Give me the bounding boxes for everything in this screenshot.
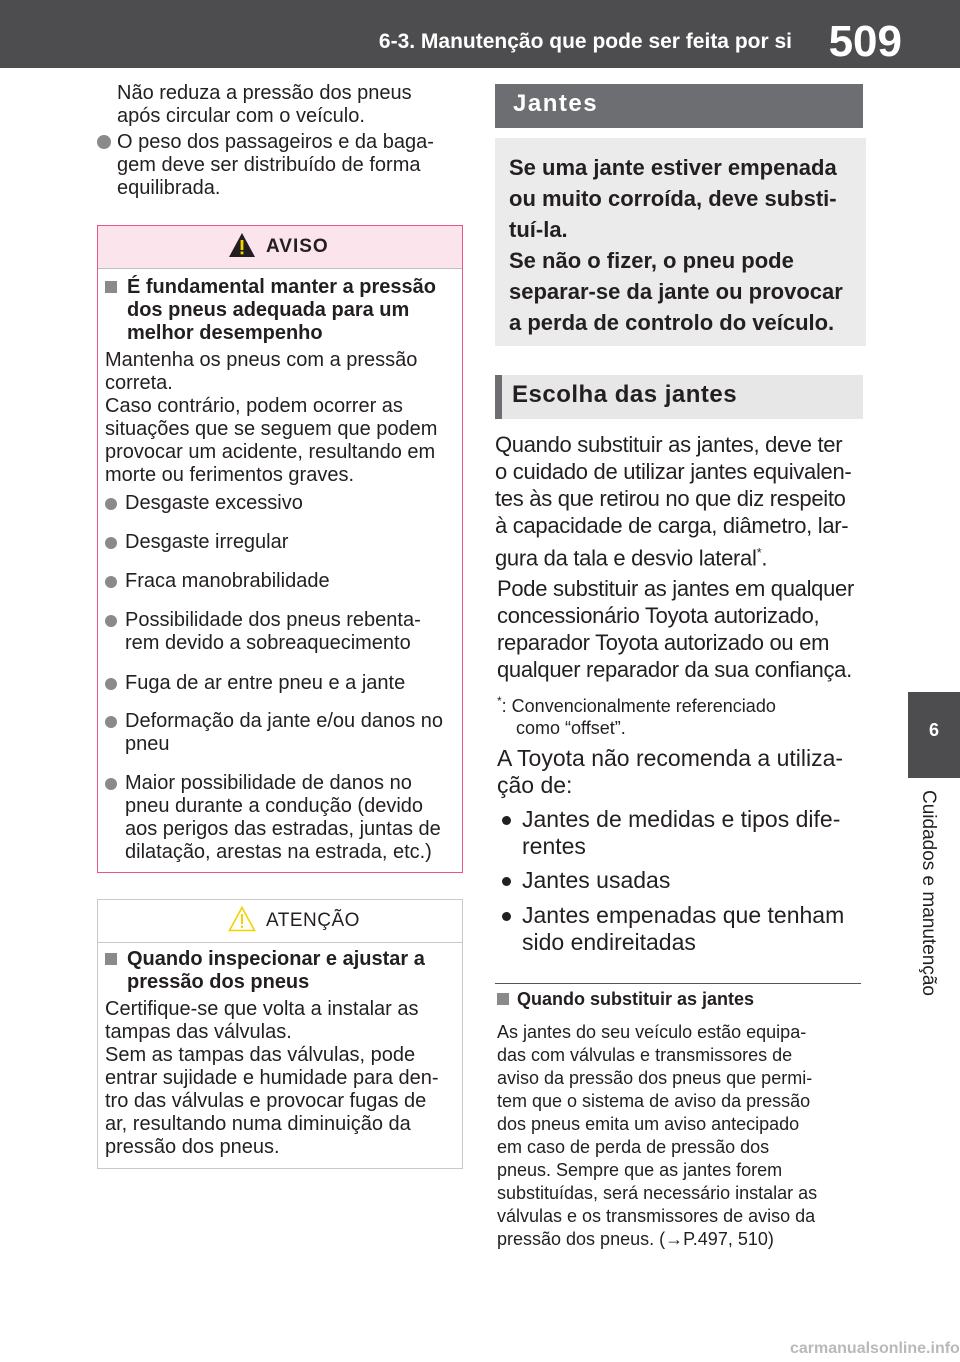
chapter-label: Cuidados e manutenção xyxy=(918,790,939,996)
warning-title: AVISO xyxy=(266,236,329,257)
list-item: Desgaste excessivo xyxy=(105,492,454,515)
info-paragraph: As jantes do seu veículo estão equipa- das com válvulas e transmissores de aviso da pressão dos pneus que permi- tem que o sistema de aviso da pressão dos pneus emita um aviso antecipado em caso de perda de pressão dos pneus. Sempre que as jantes forem substituídas, será necessário instalar as válvulas e os transmissores de aviso da pressão dos pneus. (→P.497, 510) xyxy=(497,1022,818,1249)
caution-box-header xyxy=(98,900,462,943)
paragraph: Quando substituir as jantes, deve ter o cuidado de utilizar jantes equivalen- tes às que retirou no que diz respeito à capacidade de carga, diâmetro, lar- gura da tala e desvio lateral*. xyxy=(495,432,852,571)
paragraph: Pode substituir as jantes em qualquer concessionário Toyota autorizado, reparador Toyota autorizado ou em qualquer reparador da sua confiança. xyxy=(497,576,855,682)
warning-heading: É fundamental manter a pressão dos pneus adequada para um melhor desempenho xyxy=(105,276,452,345)
warning-box xyxy=(97,225,463,873)
chapter-number: 6 xyxy=(928,720,939,740)
page-reference-link[interactable]: →P.497, 510) xyxy=(665,1229,774,1249)
arrow-right-icon: → xyxy=(665,1229,684,1249)
list-item: Fraca manobrabilidade xyxy=(105,570,454,593)
list-item: Fuga de ar entre pneu e a jante xyxy=(105,672,454,695)
section-heading: Jantes xyxy=(513,90,599,117)
watermark: carmanualsonline.info xyxy=(790,1340,960,1357)
summary-text: Se uma jante estiver empenada ou muito corroída, deve substi- tuí-la. Se não o fizer, o pneu pode separar-se da jante ou provocar a perda de controlo do veículo. xyxy=(509,155,843,335)
list-item: Jantes usadas xyxy=(497,867,670,894)
caution-box xyxy=(97,899,463,1169)
caution-triangle-icon xyxy=(228,906,256,932)
divider xyxy=(495,983,861,984)
caution-paragraph: Certifique-se que volta a instalar as tampas das válvulas. Sem as tampas das válvulas, pode entrar sujidade e humidade para den- tro das válvulas e provocar fugas de ar, resultando numa diminuição da pressão dos pneus. xyxy=(105,998,439,1158)
caution-title: ATENÇÃO xyxy=(266,910,360,931)
continued-text: Não reduza a pressão dos pneus após circular com o veículo. xyxy=(117,82,412,127)
list-item: Deformação da jante e/ou danos no pneu xyxy=(105,710,454,756)
warning-triangle-icon xyxy=(228,232,256,258)
paragraph: A Toyota não recomenda a utiliza- ção de: xyxy=(497,745,844,798)
footnote-marker: * xyxy=(756,545,762,560)
section-title: 6-3. Manutenção que pode ser feita por si xyxy=(378,30,792,53)
footnote: *: Convencionalmente referenciado como “offset”. xyxy=(497,694,776,738)
warning-paragraph: Mantenha os pneus com a pressão correta. Caso contrário, podem ocorrer as situações que se seguem que podem provocar um acidente, resultando em morte ou ferimentos graves. xyxy=(105,349,438,486)
caution-heading: Quando inspecionar e ajustar a pressão dos pneus xyxy=(105,948,452,994)
info-heading: Quando substituir as jantes xyxy=(497,989,754,1010)
list-item: Desgaste irregular xyxy=(105,531,454,554)
warning-box-header xyxy=(98,226,462,269)
list-item: Jantes de medidas e tipos dife- rentes xyxy=(497,806,840,860)
list-item: Possibilidade dos pneus rebenta- rem devido a sobreaquecimento xyxy=(105,609,454,655)
bullet-text: O peso dos passageiros e da baga- gem deve ser distribuído de forma equilibrada. xyxy=(117,131,434,199)
list-item: Jantes empenadas que tenham sido endireitadas xyxy=(497,902,844,956)
list-item: Maior possibilidade de danos no pneu durante a condução (devido aos perigos das estradas, juntas de dilatação, arestas na estrada, etc.) xyxy=(105,772,454,864)
bullet-dot-icon xyxy=(97,135,111,149)
page-number: 509 xyxy=(828,17,902,66)
subsection-heading: Escolha das jantes xyxy=(512,381,738,408)
